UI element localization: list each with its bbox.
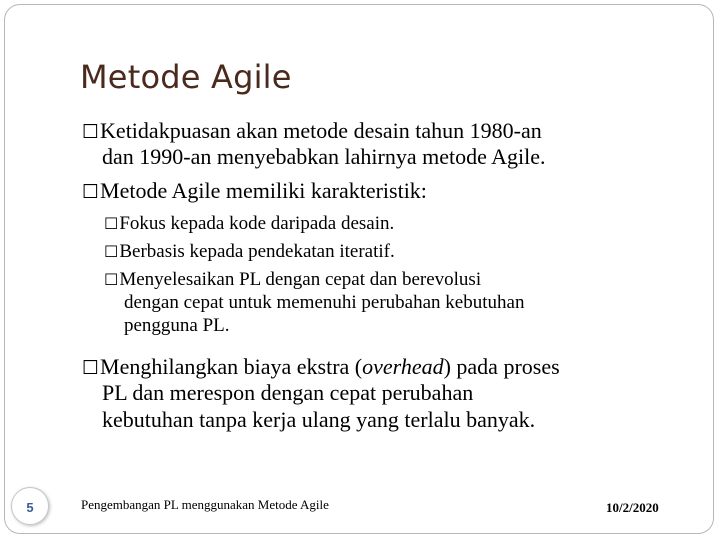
bullet-2 [82,178,427,204]
bullet-1-line-1: ☐Ketidakpuasan akan metode desain tahun 1980-an [82,118,542,143]
subbullet-2: ☐Berbasis kepada pendekatan iteratif. [104,241,395,262]
bullet-3: ☐Menghilangkan biaya ekstra (overhead) pada proses PL dan merespon dengan cepat perubahan kebutuhan tanpa kerja ulang yang terlalu banyak. [82,354,560,432]
subbullet-marker-icon: ☐ [104,214,119,233]
bullet-marker-icon: ☐ [82,121,100,143]
subbullet-3: ☐Menyelesaikan PL dengan cepat dan berevolusi dengan cepat untuk memenuhi perubahan kebutuhan pengguna PL. [104,269,525,336]
bullet-1 [82,118,546,171]
slide-number-badge [11,487,49,525]
bullet-marker-icon: ☐ [82,181,100,203]
footer-date: 10/2/2020 [606,500,659,515]
footer-text: Pengembangan PL menggunakan Metode Agile [81,497,329,512]
bullet-2-line-1: ☐Metode Agile memiliki karakteristik: [82,178,427,203]
subbullet-1: ☐Fokus kepada kode daripada desain. [104,213,395,234]
slide-title: Metode Agile [80,58,292,96]
bullet-marker-icon: ☐ [82,357,100,379]
slide-number: 5 [26,500,34,515]
subbullet-marker-icon: ☐ [104,242,119,261]
subbullet-marker-icon: ☐ [104,270,119,289]
bullet-1-line-2: dan 1990-an menyebabkan lahirnya metode Agile. [102,144,546,170]
